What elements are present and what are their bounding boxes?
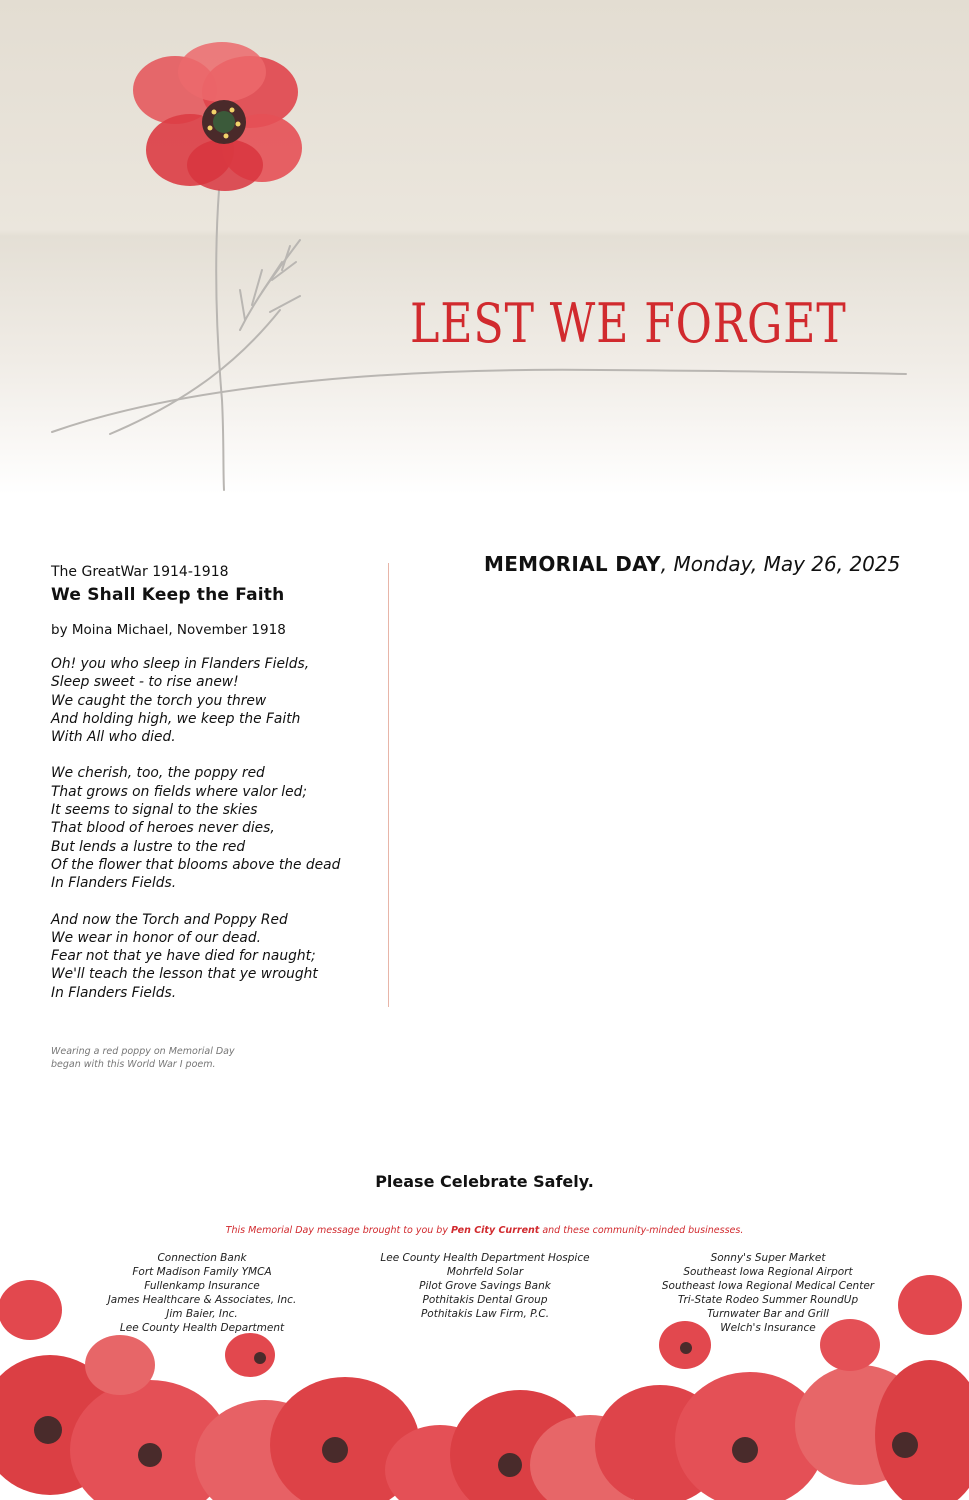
poem-byline: by Moina Michael, November 1918 — [51, 622, 286, 638]
poem-line: In Flanders Fields. — [51, 984, 177, 1001]
sponsor-item: Pothitakis Law Firm, P.C. — [420, 1307, 550, 1320]
page-title: LEST WE FORGET — [410, 292, 847, 355]
sponsor-item: Southeast Iowa Regional Airport — [683, 1265, 853, 1278]
poem-line: We caught the torch you threw — [51, 692, 267, 709]
sponsor-item: Southeast Iowa Regional Medical Center — [661, 1279, 875, 1292]
memorial-day-date: , Monday, May 26, 2025 — [660, 552, 901, 576]
stanza — [51, 655, 381, 746]
sponsor-item: Lee County Health Department Hospice — [380, 1252, 590, 1264]
poem-line: Oh! you who sleep in Flanders Fields, — [51, 656, 310, 672]
sponsor-item: Lee County Health Department — [119, 1321, 285, 1334]
poem-line: And holding high, we keep the Faith — [51, 710, 301, 727]
sponsor-name: Pen City Current — [450, 1225, 540, 1236]
memorial-day-heading — [484, 552, 924, 576]
poem-line: That blood of heroes never dies, — [51, 820, 275, 837]
sponsor-item: Sonny's Super Market — [710, 1252, 826, 1264]
sponsor-prefix: This Memorial Day message brought to you by — [225, 1225, 451, 1236]
poppy-flower-icon — [0, 0, 969, 500]
sponsor-column-1 — [52, 1252, 352, 1335]
poem-line: We'll teach the lesson that ye wrought — [51, 966, 318, 983]
memorial-day-label: MEMORIAL DAY — [484, 552, 661, 576]
sponsor-item: Pothitakis Dental Group — [422, 1293, 548, 1306]
stanza — [51, 764, 381, 892]
sponsor-suffix: and these community-minded businesses. — [539, 1225, 744, 1236]
stanza — [51, 911, 381, 1002]
poem-caption — [51, 1045, 291, 1071]
poem-line: That grows on fields where valor led; — [51, 783, 308, 800]
sponsor-item: Turnwater Bar and Grill — [707, 1307, 829, 1320]
poem-line: We wear in honor of our dead. — [51, 929, 261, 946]
sponsor-note — [0, 1225, 969, 1236]
sponsor-item: Tri-State Rodeo Summer RoundUp — [677, 1293, 859, 1306]
poem-line: But lends a lustre to the red — [51, 838, 246, 855]
sponsor-item: Pilot Grove Savings Bank — [419, 1279, 551, 1292]
poem-section — [51, 564, 381, 1020]
sponsor-item: Fort Madison Family YMCA — [132, 1265, 272, 1278]
poem-line: Of the flower that blooms above the dead — [51, 856, 341, 873]
sponsor-column-3 — [618, 1252, 918, 1335]
sponsor-item: Fullenkamp Insurance — [144, 1279, 260, 1292]
poem-title: We Shall Keep the Faith — [51, 585, 285, 605]
poppy-petals — [133, 42, 302, 191]
poem-line: It seems to signal to the skies — [51, 802, 258, 819]
poem-line: Fear not that ye have died for naught; — [51, 948, 316, 965]
sponsor-item: Jim Baier, Inc. — [166, 1307, 238, 1320]
caption-line: Wearing a red poppy on Memorial Day — [51, 1046, 235, 1057]
poem-line: Sleep sweet - to rise anew! — [51, 674, 239, 691]
poem-subtitle: The GreatWar 1914-1918 — [51, 564, 229, 580]
poem-line: With All who died. — [51, 729, 176, 746]
sponsor-item: Connection Bank — [157, 1252, 247, 1264]
sponsor-item: Welch's Insurance — [720, 1321, 816, 1334]
celebrate-message: Please Celebrate Safely. — [375, 1172, 594, 1191]
sponsor-item: James Healthcare & Associates, Inc. — [107, 1293, 297, 1306]
caption-line: began with this World War I poem. — [51, 1059, 216, 1070]
header-banner — [0, 0, 969, 500]
poem-line: We cherish, too, the poppy red — [51, 765, 265, 782]
poem-line: In Flanders Fields. — [51, 875, 177, 892]
column-divider — [388, 563, 389, 1007]
sponsor-item: Mohrfeld Solar — [446, 1265, 524, 1278]
sponsor-column-2 — [335, 1252, 635, 1322]
poem-line: And now the Torch and Poppy Red — [51, 911, 288, 928]
